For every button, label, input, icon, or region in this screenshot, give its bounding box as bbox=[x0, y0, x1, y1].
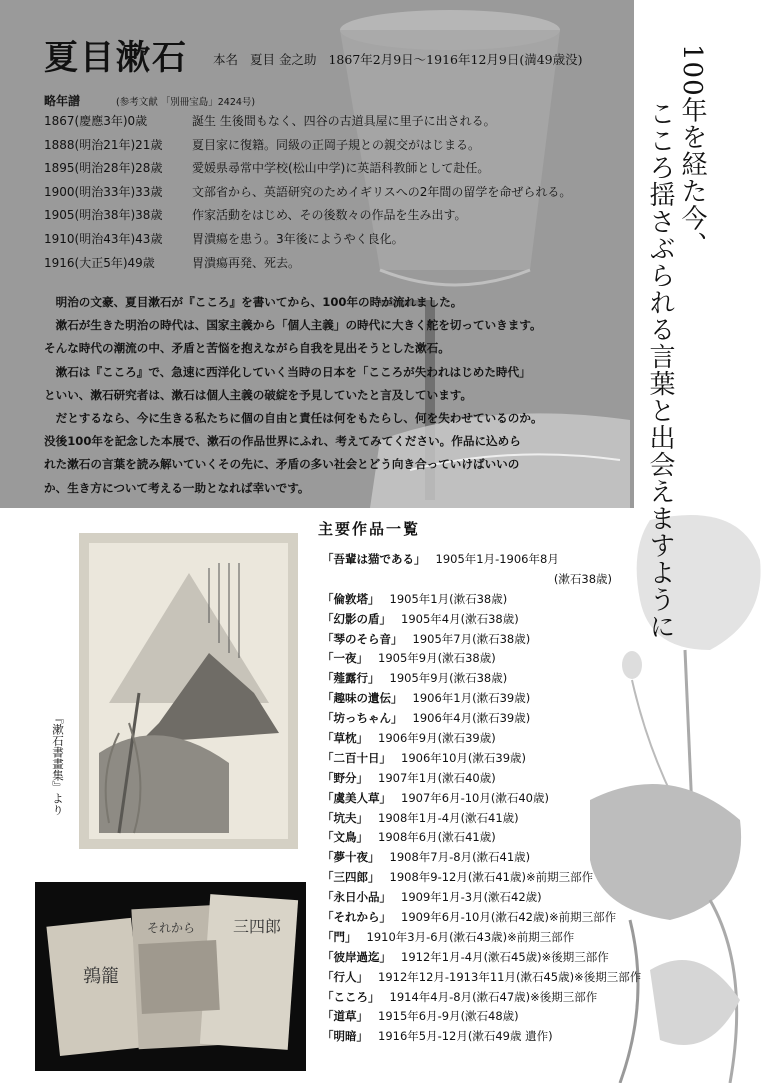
timeline-row: 1895(明治28年)28歳 愛媛県尋常中学校(松山中学)に英語科教師として赴任。 bbox=[44, 161, 490, 176]
work-item: 「行人」 1912年12月-1913年11月(漱石45歳)※後期三部作 bbox=[322, 969, 642, 984]
landscape-painting bbox=[79, 533, 298, 849]
work-item: 「彼岸過迄」 1912年1月-4月(漱石45歳)※後期三部作 bbox=[322, 949, 609, 964]
book-title-sorekara: それから bbox=[147, 921, 196, 935]
work-item: 「坊っちゃん」 1906年4月(漱石39歳) bbox=[322, 711, 531, 726]
timeline-row: 1888(明治21年)21歳 夏目家に復籍。同級の正岡子規との親交がはじまる。 bbox=[44, 137, 481, 152]
vertical-title-line2: こころ揺さぶられる言葉と出会えますように bbox=[645, 100, 675, 640]
painting-caption: 『漱石書畫集』より bbox=[51, 712, 65, 816]
work-item-continuation: (漱石38歳) bbox=[553, 571, 612, 586]
real-name: 夏目 金之助 bbox=[250, 52, 317, 67]
work-item: 「倫敦塔」 1905年1月(漱石38歳) bbox=[322, 591, 508, 606]
work-item: 「坑夫」 1908年1月-4月(漱石41歳) bbox=[322, 810, 519, 825]
timeline-row: 1905(明治38年)38歳 作家活動をはじめ、その後数々の作品を生み出す。 bbox=[44, 208, 467, 223]
book-title-uzurakago: 鶉籠 bbox=[83, 966, 119, 987]
work-item: 「趣味の遺伝」 1906年1月(漱石39歳) bbox=[322, 691, 531, 706]
vertical-title-line1: 100年を経た今、 bbox=[677, 44, 707, 259]
work-item: 「草枕」 1906年9月(漱石39歳) bbox=[322, 731, 496, 746]
work-item: 「こころ」 1914年4月-8月(漱石47歳)※後期三部作 bbox=[322, 989, 598, 1004]
work-item: 「二百十日」 1906年10月(漱石39歳) bbox=[322, 750, 527, 765]
real-name-line bbox=[213, 50, 591, 68]
timeline-row: 1900(明治33年)33歳 文部省から、英語研究のためイギリスへの2年間の留学を命ぜられる。 bbox=[44, 184, 572, 199]
work-item: 「永日小品」 1909年1月-3月(漱石42歳) bbox=[322, 890, 542, 905]
header-panel bbox=[0, 0, 634, 508]
bio-reference: (参考文献 「別冊宝島」2424号) bbox=[116, 97, 256, 108]
real-name-label: 本名 bbox=[213, 52, 239, 67]
work-item: 「道草」 1915年6月-9月(漱石48歳) bbox=[322, 1009, 519, 1024]
work-item: 「門」 1910年3月-6月(漱石43歳)※前期三部作 bbox=[322, 929, 575, 944]
book-title-sanshiro: 三四郎 bbox=[233, 917, 282, 936]
timeline-row: 1910(明治43年)43歳 胃潰瘍を患う。3年後にようやく良化。 bbox=[44, 231, 404, 246]
timeline bbox=[44, 112, 624, 277]
work-item: 「それから」 1909年6月-10月(漱石42歳)※前期三部作 bbox=[322, 910, 617, 925]
work-item: 「琴のそら音」 1905年7月(漱石38歳) bbox=[322, 631, 531, 646]
work-item: 「文鳥」 1908年6月(漱石41歳) bbox=[322, 830, 496, 845]
life-dates: 1867年2月9日〜1916年12月9日(満49歳没) bbox=[328, 52, 583, 67]
work-item: 「夢十夜」 1908年7月-8月(漱石41歳) bbox=[322, 850, 531, 865]
timeline-row: 1867(慶應3年)0歳 誕生 生後間もなく、四谷の古道具屋に里子に出される。 bbox=[44, 114, 496, 128]
book-covers-photo bbox=[35, 882, 306, 1071]
work-item: 「一夜」 1905年9月(漱石38歳) bbox=[322, 651, 496, 666]
work-item: 「薤露行」 1905年9月(漱石38歳) bbox=[322, 671, 508, 686]
book-covers bbox=[35, 882, 306, 1071]
work-item: 「吾輩は猫である」 1905年1月-1906年8月 bbox=[322, 552, 559, 566]
work-item: 「虞美人草」 1907年6月-10月(漱石40歳) bbox=[322, 790, 549, 805]
intro-text: 明治の文豪、夏目漱石が『こころ』を書いてから、100年の時が流れました。 漱石が生きた明治の時代は、国家主義から「個人主義」の時代に大きく舵を切っていきます。 そんな時代の潮流の中、矛盾と苦悩を抱えながら自我を見出そうとした漱石。 漱石は『こころ』で、急速に西洋化していく当時の日本を「こころが失われはじめた時代」 といい、漱石研究者は、漱石は個人主義の破綻を予見していたと言及しています。 だとするなら、今に生きる私たちに個の自由と責任は何をもたらし、何を失わせているのか。 没後100年を記念した本展で、漱石の作品世界にふれ、考えてみてください。作品に込めら れた漱石の言葉を読み解いていくその先に、矛盾の多い社会とどう向き合っていけばいいの か、生き方について考える一助となれば幸いです。 bbox=[44, 295, 543, 495]
page-title: 夏目漱石 bbox=[44, 38, 188, 78]
work-item: 「野分」 1907年1月(漱石40歳) bbox=[322, 770, 496, 785]
bio-heading: 略年譜 bbox=[44, 94, 81, 108]
work-item: 「三四郎」 1908年9-12月(漱石41歳)※前期三部作 bbox=[322, 870, 594, 885]
works-list bbox=[322, 551, 742, 1048]
painting-image bbox=[79, 533, 298, 849]
work-item: 「明暗」 1916年5月-12月(漱石49歳 遺作) bbox=[322, 1029, 553, 1044]
timeline-row: 1916(大正5年)49歳 胃潰瘍再発、死去。 bbox=[44, 255, 301, 270]
work-item: 「幻影の盾」 1905年4月(漱石38歳) bbox=[322, 611, 519, 626]
works-heading: 主要作品一覧 bbox=[318, 520, 421, 538]
